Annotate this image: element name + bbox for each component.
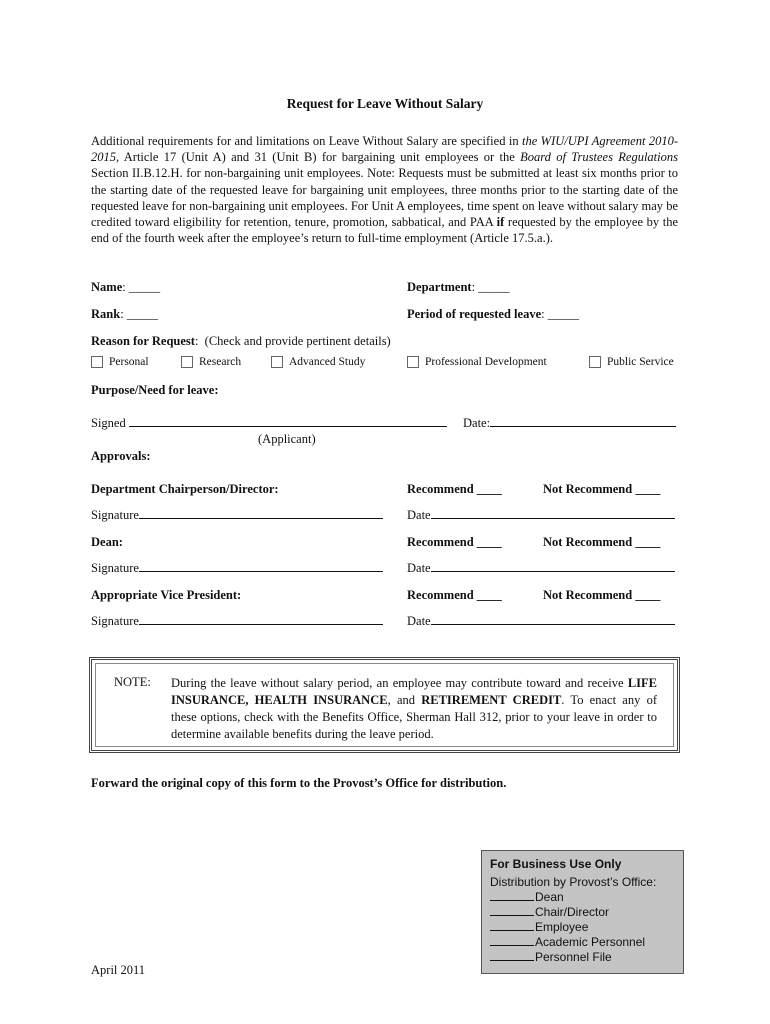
checkbox-box[interactable] xyxy=(271,356,283,368)
not-recommend-chair[interactable]: Not Recommend ____ xyxy=(543,482,661,496)
signature-line[interactable] xyxy=(139,571,383,572)
recommend-dean[interactable]: Recommend ____ xyxy=(407,535,502,549)
checkbox-box[interactable] xyxy=(589,356,601,368)
not-recommend-vp[interactable]: Not Recommend ____ xyxy=(543,588,661,602)
signed-date-line[interactable] xyxy=(490,426,676,427)
date-chair[interactable]: Date xyxy=(407,508,675,523)
signed-date-field[interactable]: Date: xyxy=(463,416,676,431)
business-use-box xyxy=(481,850,684,974)
purpose-label: Purpose/Need for leave: xyxy=(91,383,219,397)
note-box xyxy=(89,657,680,753)
name-value[interactable]: _____ xyxy=(128,280,161,294)
note-label: NOTE: xyxy=(114,675,151,689)
checkbox-personal[interactable]: Personal xyxy=(91,356,149,368)
date-line[interactable] xyxy=(431,571,675,572)
signature-line[interactable] xyxy=(139,624,383,625)
forward-instruction: Forward the original copy of this form to the Provost’s Office for distribution. xyxy=(91,776,507,790)
signature-dean[interactable]: Signature xyxy=(91,561,383,576)
distribution-item[interactable]: Personnel File xyxy=(490,950,675,965)
signature-chair[interactable]: Signature xyxy=(91,508,383,523)
approvals-heading: Approvals: xyxy=(91,449,151,463)
checkbox-research[interactable]: Research xyxy=(181,356,241,368)
checkbox-advanced-study[interactable]: Advanced Study xyxy=(271,356,365,368)
period-field[interactable]: Period of requested leave: _____ xyxy=(407,307,579,321)
rank-field[interactable]: Rank: _____ xyxy=(91,307,159,321)
checkbox-box[interactable] xyxy=(181,356,193,368)
checkbox-professional-development[interactable]: Professional Development xyxy=(407,356,547,368)
footer-date: April 2011 xyxy=(91,963,146,977)
signed-field[interactable]: Signed xyxy=(91,416,447,431)
recommend-chair[interactable]: Recommend ____ xyxy=(407,482,502,496)
checkbox-box[interactable] xyxy=(91,356,103,368)
rank-value[interactable]: _____ xyxy=(126,307,159,321)
signature-vp[interactable]: Signature xyxy=(91,614,383,629)
department-value[interactable]: _____ xyxy=(478,280,510,294)
business-subheading: Distribution by Provost’s Office: xyxy=(490,875,657,889)
intro-paragraph: Additional requirements for and limitations on Leave Without Salary are specified in the WIU/UPI Agreement 2010-2015, Article 17 (Unit A) and 31 (Unit B) for bargaining unit employees or the Board of Trustees Regulations Section II.B.12.H. for non-bargaining unit employees. Note: Requests must be submitted at least six months prior to the starting date of the requested leave for bargaining unit employees, three months prior to the starting date of the requested leave for non-bargaining unit employees. For Unit A employees, time spent on leave without salary may be credited toward eligibility for retention, tenure, promotion, sabbatical, and PAA if requested by the employee by the end of the fourth week after the employee’s return to full-time employment (Article 17.5.a.). xyxy=(91,134,678,246)
distribution-item[interactable]: Chair/Director xyxy=(490,905,675,920)
department-field[interactable]: Department: _____ xyxy=(407,280,510,294)
signed-line[interactable] xyxy=(129,426,447,427)
period-value[interactable]: _____ xyxy=(547,307,579,321)
reason-checkboxes xyxy=(91,356,681,372)
reason-heading: Reason for Request: (Check and provide pertinent details) xyxy=(91,334,391,348)
applicant-label: (Applicant) xyxy=(258,432,316,446)
approval-title-dean: Dean: xyxy=(91,535,123,549)
date-dean[interactable]: Date xyxy=(407,561,675,576)
distribution-item[interactable]: Employee xyxy=(490,920,675,935)
checkbox-box[interactable] xyxy=(407,356,419,368)
date-vp[interactable]: Date xyxy=(407,614,675,629)
date-line[interactable] xyxy=(431,518,675,519)
distribution-item[interactable]: Academic Personnel xyxy=(490,935,675,950)
business-heading: For Business Use Only xyxy=(490,857,622,871)
checkbox-public-service[interactable]: Public Service xyxy=(589,356,674,368)
approval-title-chair: Department Chairperson/Director: xyxy=(91,482,279,496)
distribution-item[interactable]: Dean xyxy=(490,890,675,905)
note-text: During the leave without salary period, an employee may contribute toward and receive LIFE INSURANCE, HEALTH INSURANCE, and RETIREMENT CREDIT. To enact any of these options, check with the Benefits Office, Sherman Hall 312, prior to your leave in order to determine available benefits during the leave period. xyxy=(171,676,657,741)
not-recommend-dean[interactable]: Not Recommend ____ xyxy=(543,535,661,549)
form-title: Request for Leave Without Salary xyxy=(286,96,484,111)
approval-title-vp: Appropriate Vice President: xyxy=(91,588,242,602)
recommend-vp[interactable]: Recommend ____ xyxy=(407,588,502,602)
name-field[interactable]: Name: _____ xyxy=(91,280,161,294)
signature-line[interactable] xyxy=(139,518,383,519)
date-line[interactable] xyxy=(431,624,675,625)
